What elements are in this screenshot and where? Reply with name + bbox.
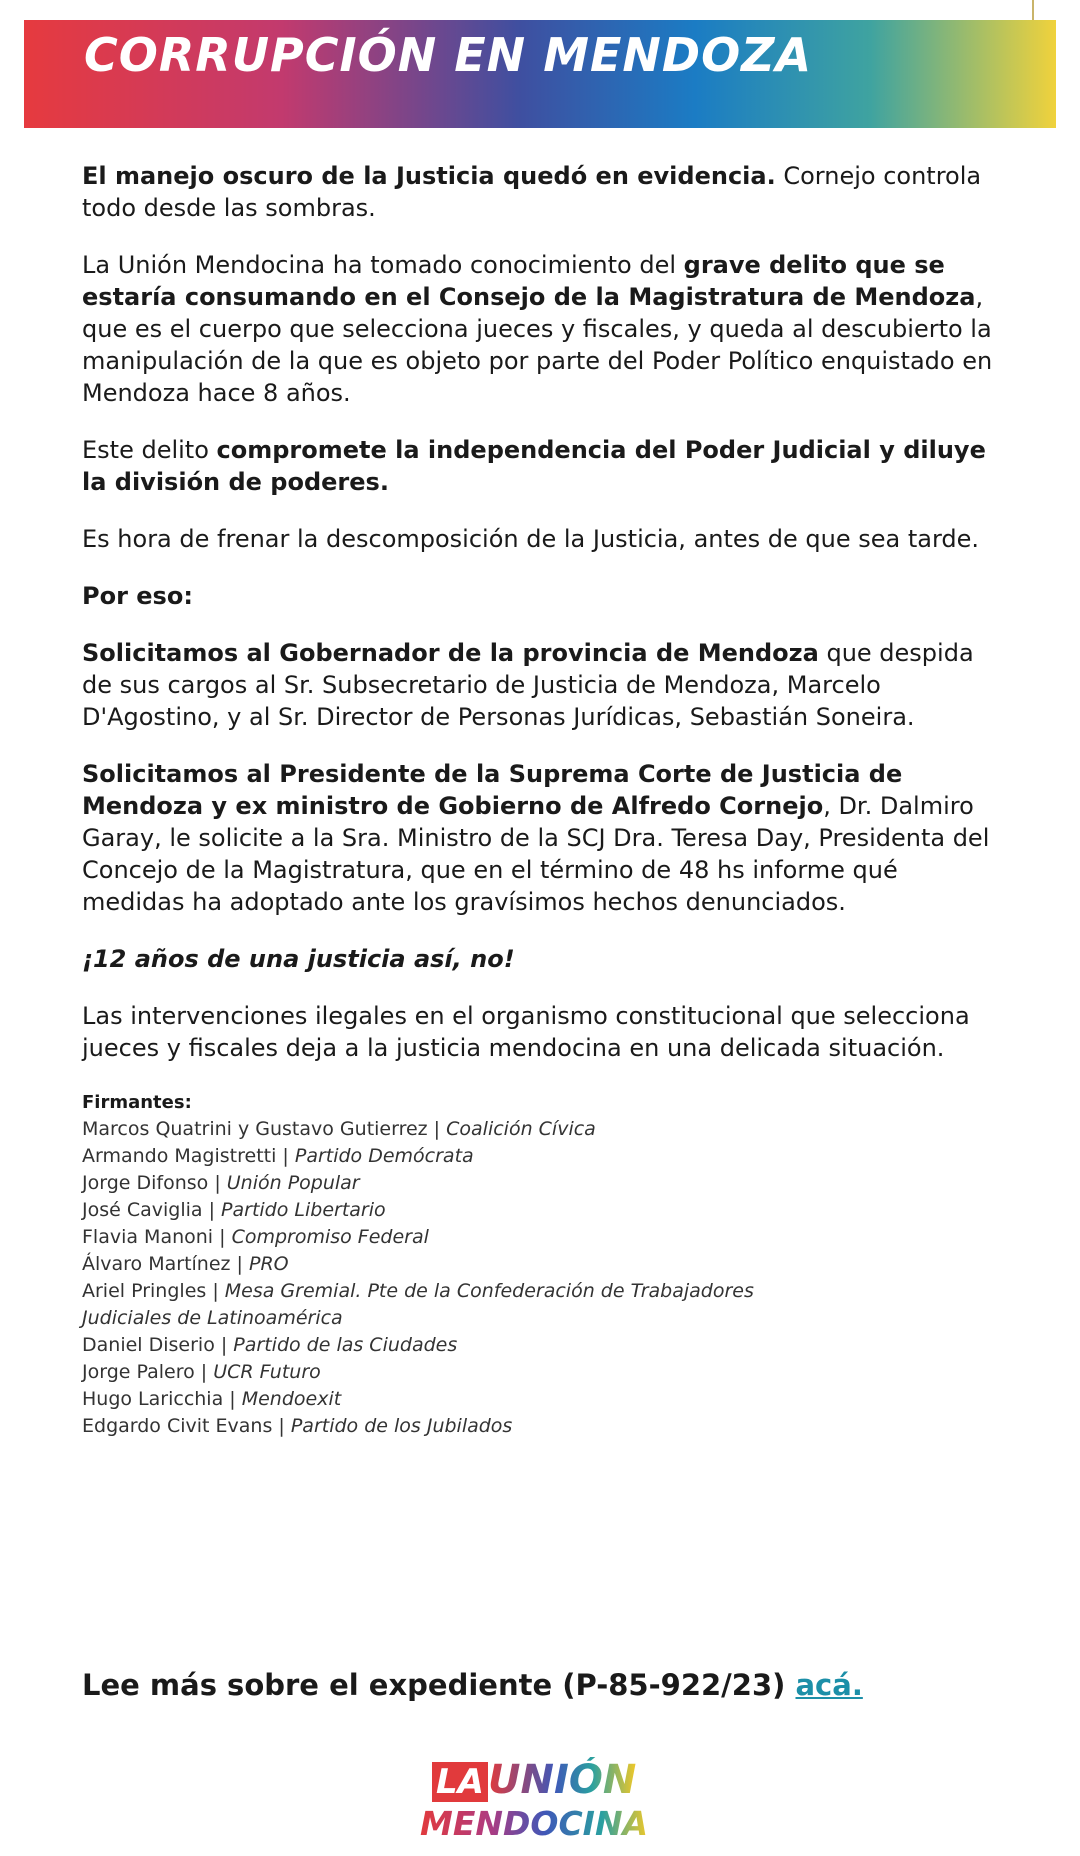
paragraph-intro (82, 160, 1002, 224)
signer-name: Ariel Pringles | (82, 1280, 225, 1302)
signer-name: Hugo Laricchia | (82, 1388, 242, 1410)
signer-name: Marcos Quatrini y Gustavo Gutierrez | (82, 1118, 447, 1140)
logo-line-1 (432, 1758, 636, 1804)
intro-text: Cornejo controla todo desde las sombras. (82, 162, 982, 222)
signer-org: Partido de los Jubilados (290, 1415, 513, 1437)
signer-row (82, 1332, 1002, 1359)
article-body (82, 160, 1002, 1440)
logo-union: UNIÓN (487, 1757, 637, 1803)
paragraph-interventions (82, 1000, 1002, 1064)
signer-name: José Caviglia | (82, 1199, 222, 1221)
court-bold: Solicitamos al Presidente de la Suprema Corte de Justicia de Mendoza y ex ministro de Gobierno de Alfredo Cornejo (82, 760, 903, 820)
time-text: Es hora de frenar la descomposición de la Justicia, antes de que sea tarde. (82, 525, 980, 553)
signer-name: Jorge Palero | (82, 1361, 214, 1383)
signer-org: Partido de las Ciudades (233, 1334, 458, 1356)
signer-row (82, 1116, 1002, 1143)
header-banner (24, 20, 1056, 128)
signer-row (82, 1305, 1002, 1332)
page-title: CORRUPCIÓN EN MENDOZA (84, 28, 813, 82)
signer-name: Edgardo Civit Evans | (82, 1415, 291, 1437)
signer-org: Mesa Gremial. Pte de la Confederación de Trabajadores (224, 1280, 754, 1302)
governor-bold: Solicitamos al Gobernador de la provincia de Mendoza (82, 639, 819, 667)
independence-bold: compromete la independencia del Poder Judicial y diluye la división de poderes. (82, 436, 986, 496)
signer-row (82, 1224, 1002, 1251)
signer-org: UCR Futuro (213, 1361, 321, 1383)
paragraph-independence (82, 434, 1002, 498)
signer-row (82, 1386, 1002, 1413)
signer-org: Mendoexit (241, 1388, 342, 1410)
signer-org: Coalición Cívica (446, 1118, 596, 1140)
independence-text: Este delito (82, 436, 217, 464)
paragraph-request-governor (82, 637, 1002, 733)
paragraph-therefore (82, 580, 1002, 612)
read-more-text: Lee más sobre el expediente (P-85-922/23) (82, 1668, 796, 1702)
signer-row (82, 1413, 1002, 1440)
signer-name: Flavia Manoni | (82, 1226, 232, 1248)
crime-text-2: , que es el cuerpo que selecciona jueces y fiscales, y queda al descubierto la manipulación de la que es objeto por parte del Poder Político enquistado en Mendoza hace 8 años. (82, 283, 993, 407)
slogan: ¡12 años de una justicia así, no! (82, 945, 515, 973)
signers-title: Firmantes: (82, 1092, 192, 1113)
signer-name: Jorge Difonso | (82, 1172, 227, 1194)
signer-name: Álvaro Martínez | (82, 1253, 249, 1275)
corner-decoration (1032, 0, 1034, 20)
logo-la: LA (432, 1762, 488, 1802)
read-more (82, 1668, 863, 1702)
signer-row (82, 1143, 1002, 1170)
signers-section (82, 1089, 1002, 1440)
intro-bold: El manejo oscuro de la Justicia quedó en evidencia. (82, 162, 776, 190)
signer-org: Judiciales de Latinoamérica (82, 1307, 343, 1329)
signer-org: Partido Demócrata (294, 1145, 474, 1167)
therefore-bold: Por eso: (82, 582, 193, 610)
signer-row (82, 1251, 1002, 1278)
signer-row (82, 1278, 1002, 1305)
crime-bold: grave delito que se estaría consumando en el Consejo de la Magistratura de Mendoza (82, 251, 976, 311)
signer-row (82, 1170, 1002, 1197)
governor-text: que despida de sus cargos al Sr. Subsecretario de Justicia de Mendoza, Marcelo D'Agostino, y al Sr. Director de Personas Jurídicas, Sebastián Soneira. (82, 639, 974, 731)
la-union-mendocina-logo (420, 1758, 680, 1848)
paragraph-request-court (82, 758, 1002, 918)
read-more-link[interactable]: acá. (795, 1668, 863, 1702)
crime-text-1: La Unión Mendocina ha tomado conocimiento del (82, 251, 684, 279)
paragraph-time (82, 523, 1002, 555)
signers-list (82, 1116, 1002, 1440)
logo-mendocina: MENDOCINA (420, 1804, 649, 1843)
signer-org: Unión Popular (226, 1172, 360, 1194)
paragraph-crime (82, 249, 1002, 409)
signer-org: PRO (248, 1253, 289, 1275)
signer-org: Partido Libertario (221, 1199, 386, 1221)
court-text: , Dr. Dalmiro Garay, le solicite a la Sra. Ministro de la SCJ Dra. Teresa Day, Presidenta del Concejo de la Magistratura, que en el término de 48 hs informe qué medidas ha adoptado ante los gravísimos hechos denunciados. (82, 792, 990, 916)
signer-row (82, 1359, 1002, 1386)
interventions-text: Las intervenciones ilegales en el organismo constitucional que selecciona jueces y fiscales deja a la justicia mendocina en una delicada situación. (82, 1002, 970, 1062)
signer-org: Compromiso Federal (231, 1226, 429, 1248)
signer-row (82, 1197, 1002, 1224)
signer-name: Daniel Diserio | (82, 1334, 234, 1356)
signer-name: Armando Magistretti | (82, 1145, 295, 1167)
